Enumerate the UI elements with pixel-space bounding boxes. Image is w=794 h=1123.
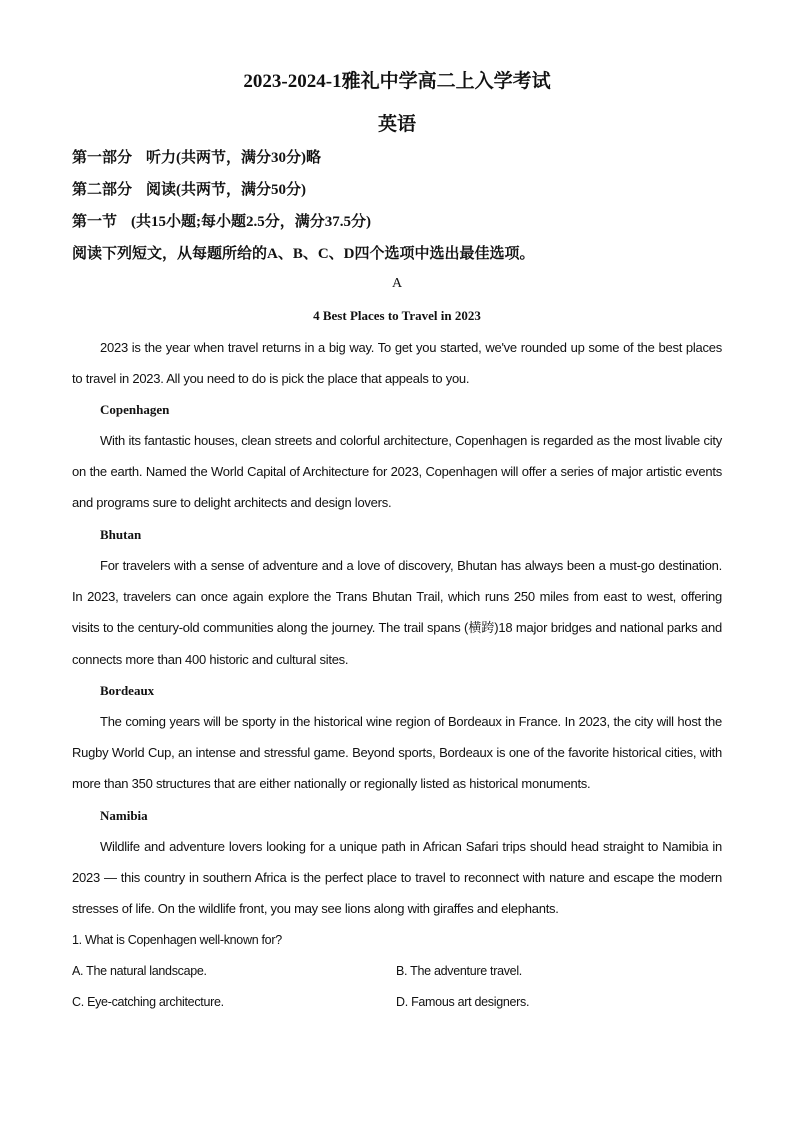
place-heading-copenhagen: Copenhagen [100,402,170,417]
place-text-bordeaux: The coming years will be sporty in the historical wine region of Bordeaux in France. In 2023, the city will host the Rugby World Cup, an intense and stressful game. Beyond sports, Bordeaux is one of the favorite historical cities, with more than 350 structures that are either nationally or regionally listed as historical monuments. [72,714,722,792]
subject-title: 英语 [377,114,416,135]
question-1-stem: 1. What is Copenhagen well-known for? [72,933,282,947]
place-heading-bordeaux: Bordeaux [100,683,155,698]
place-heading-bhutan: Bhutan [100,527,142,542]
part2-text: 阅读(共两节，满分50分) [146,182,307,198]
question-1-option-a: A. The natural landscape. [72,964,207,978]
question-1-option-d: D. Famous art designers. [396,995,530,1009]
section1-text: (共15小题;每小题2.5分，满分37.5分) [131,214,372,230]
passage-intro: 2023 is the year when travel returns in a big way. To get you started, we've rounded up some of the best places to travel in 2023. All you need to do is pick the place that appeals to you. [72,340,722,387]
reading-instruction: 阅读下列短文，从每题所给的A、B、C、D四个选项中选出最佳选项。 [72,246,535,262]
section1-heading [72,212,371,232]
place-text-namibia: Wildlife and adventure lovers looking for a unique path in African Safari trips should head straight to Namibia in 2023 — this country in southern Africa is the perfect place to travel to reconnect with nature and escape the modern stresses of life. On the wildlife front, you may see lions along with giraffes and elephants. [72,839,722,917]
part2-heading [72,180,306,200]
section1-label: 第一节 [72,214,118,230]
part2-label: 第二部分 [72,182,133,198]
part1-label: 第一部分 [72,150,133,166]
question-1-option-c: C. Eye-catching architecture. [72,995,224,1009]
passage-title: 4 Best Places to Travel in 2023 [313,308,481,323]
place-heading-namibia: Namibia [100,808,148,823]
place-text-copenhagen: With its fantastic houses, clean streets and colorful architecture, Copenhagen is regarded as the most livable city on the earth. Named the World Capital of Architecture for 2023, Copenhagen will offer a series of major artistic events and programs sure to delight architects and design lovers. [72,433,722,511]
part1-heading [72,148,321,168]
part1-text: 听力(共两节，满分30分)略 [146,150,322,166]
exam-title: 2023-2024-1雅礼中学高二上入学考试 [243,71,551,92]
place-text-bhutan: For travelers with a sense of adventure and a love of discovery, Bhutan has always been a must-go destination. In 2023, travelers can once again explore the Trans Bhutan Trail, which runs 250 miles from east to west, offering visits to the century-old communities along the journey. The trail spans (横跨)18 major bridges and national parks and connects more than 400 historic and cultural sites. [72,558,722,667]
passage-letter: A [391,276,403,291]
question-1-option-b: B. The adventure travel. [396,964,522,978]
